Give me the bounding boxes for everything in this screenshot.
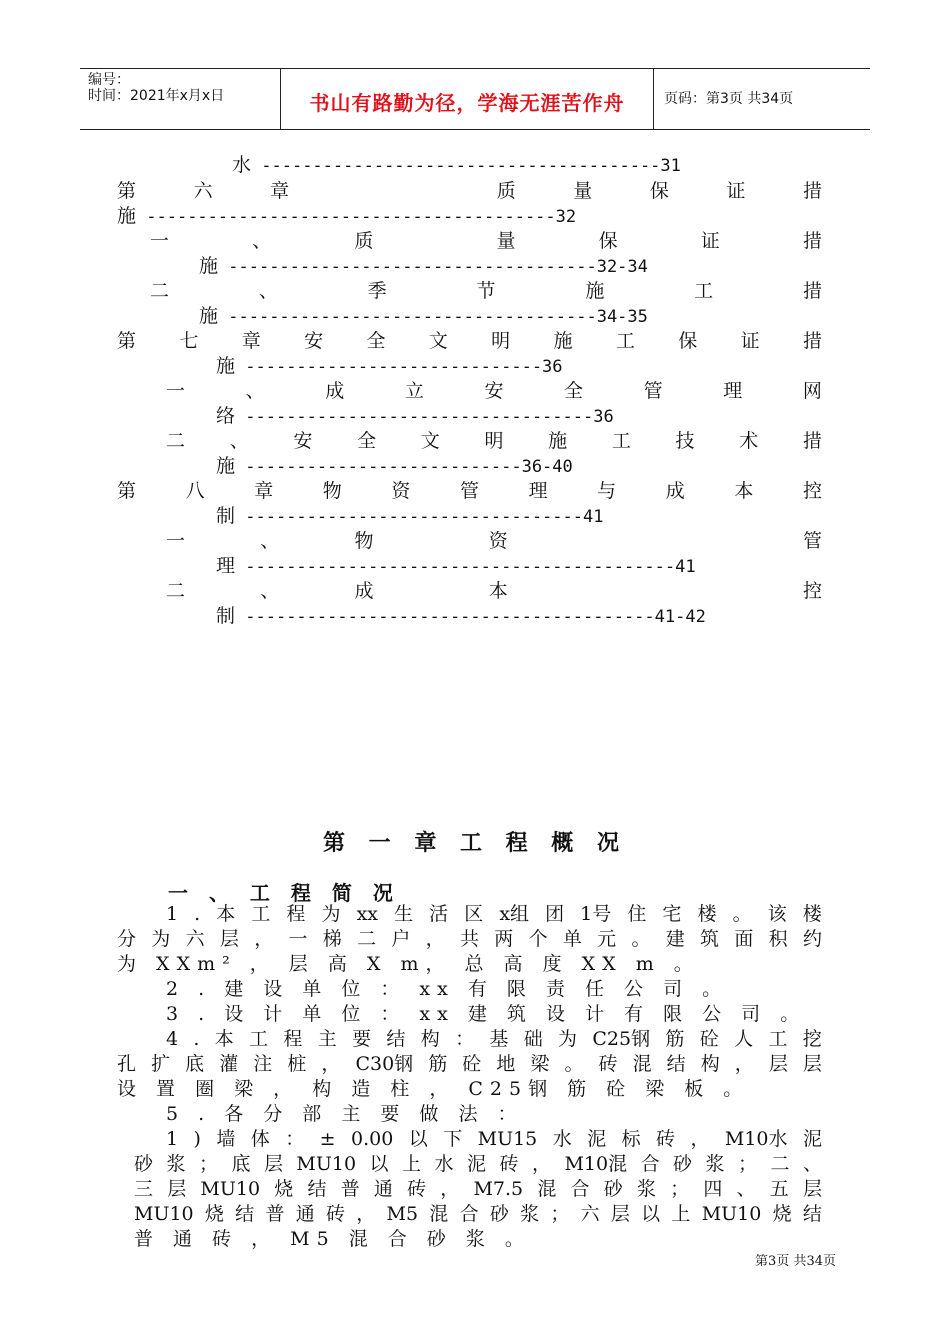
paragraph-line: 三 层 MU10 烧 结 普 通 砖 ， M7.5 混 合 砂 浆 ； 四 、 五 层 — [134, 1178, 822, 1200]
toc-line: 络 ----------------------------------36 — [216, 405, 614, 427]
header-meta-cell — [80, 69, 280, 129]
paragraph-line: MU10 烧 结 普 通 砖 ， M5 混 合 砂 浆 ； 六 层 以 上 MU10 烧 结 — [134, 1203, 822, 1225]
paragraph-line: 1 ) 墙 体 ： ± 0.00 以 下 MU15 水 泥 标 砖 ， M10水 泥 — [166, 1128, 822, 1150]
toc-line: 施 ------------------------------------34-35 — [199, 305, 648, 327]
toc-item: 二 、 季 节 施 工 措 — [150, 280, 822, 302]
toc-item: 二 、 安 全 文 明 施 工 技 术 措 — [166, 430, 822, 452]
header-page-cell — [654, 69, 870, 129]
toc-line: 施 -----------------------------36 — [216, 355, 563, 377]
header-motto-cell — [280, 69, 654, 129]
paragraph-line: 孔 扩 底 灌 注 桩 ， C30钢 筋 砼 地 梁 。 砖 混 结 构 ， 层 层 — [117, 1053, 822, 1075]
page-footer: 第3页 共34页 — [755, 1254, 836, 1269]
toc-line: 施 ---------------------------36-40 — [216, 455, 573, 477]
toc-chapter-7: 第 七 章 安 全 文 明 施 工 保 证 措 — [117, 330, 822, 352]
page-header — [80, 68, 870, 130]
chapter-title: 第 一 章 工 程 概 况 — [323, 831, 627, 856]
section-title: 一 、 工 程 简 况 — [168, 881, 400, 905]
toc-line: 制 ----------------------------------------41-42 — [216, 605, 706, 627]
toc-line: 施 ------------------------------------32-34 — [199, 255, 648, 277]
toc-item: 一 、 成 立 安 全 管 理 网 — [166, 380, 822, 402]
toc-line: 理 ------------------------------------------41 — [216, 555, 696, 577]
toc-chapter-8: 第 八 章 物 资 管 理 与 成 本 控 — [117, 480, 822, 502]
header-motto: 书山有路勤为径，学海无涯苦作舟 — [309, 91, 625, 115]
toc-line: 制 ---------------------------------41 — [216, 505, 604, 527]
paragraph-line: 砂 浆 ； 底 层 MU10 以 上 水 泥 砖 ， M10混 合 砂 浆 ； 二 、 — [134, 1153, 822, 1175]
paragraph-line: 为 XXm² ， 层 高 X m， 总 高 度 XX m 。 — [117, 953, 700, 975]
header-page-number: 页码：第3页 共34页 — [664, 91, 794, 107]
paragraph-line: 1 . 本 工 程 为 xx 生 活 区 x组 团 1号 住 宅 楼 。 该 楼 — [166, 903, 822, 925]
paragraph-line: 3 . 设 计 单 位 ： xx 建 筑 设 计 有 限 公 司 。 — [166, 1003, 807, 1025]
toc-item: 一 、 物 资 管 — [166, 530, 822, 552]
toc-line: 水 ---------------------------------------31 — [232, 154, 681, 176]
paragraph-line: 设 置 圈 梁 ， 构 造 柱 ， C25钢 筋 砼 梁 板 。 — [117, 1078, 750, 1100]
time-label: 时间：2021年x月x日 — [88, 88, 225, 104]
toc-item: 一 、 质 量 保 证 措 — [150, 230, 822, 252]
toc-item: 二 、 成 本 控 — [166, 580, 822, 602]
paragraph-line: 2 . 建 设 单 位 ： xx 有 限 责 任 公 司 。 — [166, 978, 729, 1000]
paragraph-line: 5 . 各 分 部 主 要 做 法 ： — [166, 1103, 524, 1125]
toc-chapter-6: 第 六 章 质 量 保 证 措 — [117, 180, 822, 202]
paragraph-line: 分 为 六 层 ， 一 梯 二 户 ， 共 两 个 单 元 。 建 筑 面 积 约 — [117, 928, 822, 950]
toc-line: 施 ----------------------------------------32 — [117, 205, 577, 227]
paragraph-line: 普 通 砖 ， M5 混 合 砂 浆 。 — [134, 1228, 531, 1250]
paragraph-line: 4 . 本 工 程 主 要 结 构 ： 基 础 为 C25钢 筋 砼 人 工 挖 — [166, 1028, 822, 1050]
number-label: 编号： — [88, 72, 130, 88]
